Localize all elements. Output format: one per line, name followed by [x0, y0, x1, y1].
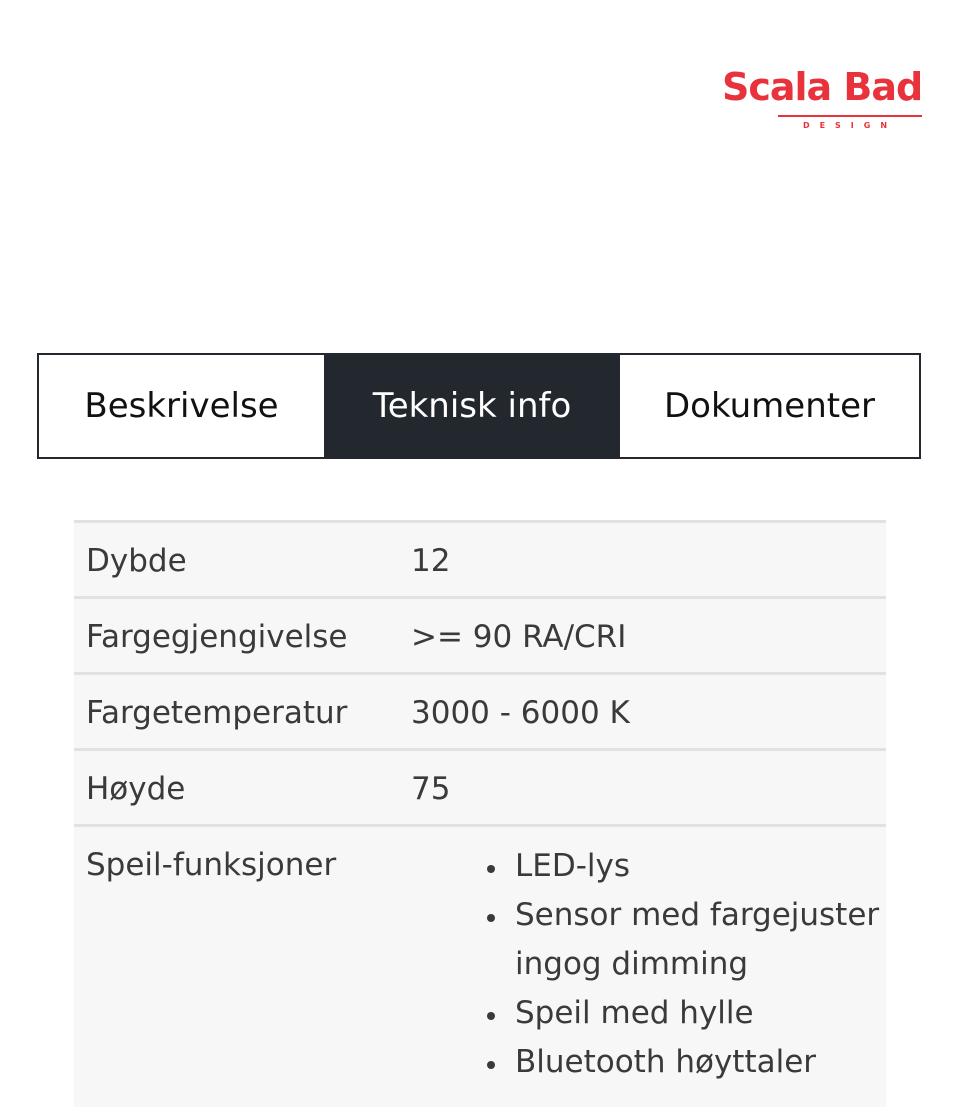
list-item: • Sensor med fargejusteringog dimming: [509, 891, 885, 989]
tab-beskrivelse[interactable]: Beskrivelse: [39, 355, 324, 457]
logo-wordmark: Scala Bad: [722, 65, 923, 109]
tab-dokumenter[interactable]: Dokumenter: [620, 355, 919, 457]
table-row: [74, 750, 886, 826]
product-tabs: [37, 353, 921, 459]
brand-logo[interactable]: [722, 64, 926, 136]
spec-value: 12: [411, 543, 451, 579]
table-row: [74, 674, 886, 750]
list-item: • Speil med hylle: [509, 989, 885, 1038]
spec-value: >= 90 RA/CRI: [411, 619, 627, 655]
spec-table: [74, 520, 886, 1107]
feature-list: [411, 842, 886, 1107]
table-row: [74, 522, 886, 598]
table-row: [74, 826, 886, 1108]
spec-value: [411, 826, 886, 1108]
logo-rule: [778, 115, 922, 117]
spec-label: Speil-funksjoner: [86, 847, 337, 883]
tab-teknisk-info[interactable]: Teknisk info: [324, 355, 620, 457]
spec-label: Fargetemperatur: [86, 695, 348, 731]
spec-label: Høyde: [86, 771, 186, 807]
spec-value: 3000 - 6000 K: [411, 695, 630, 731]
list-item: • Bluetooth høyttaler: [509, 1038, 885, 1087]
logo-tagline: DESIGN: [802, 121, 898, 130]
table-row: [74, 598, 886, 674]
spec-label: Dybde: [86, 543, 187, 579]
list-item: • LED-lys: [509, 842, 885, 891]
spec-value: 75: [411, 771, 451, 807]
spec-label: Fargegjengivelse: [86, 619, 348, 655]
